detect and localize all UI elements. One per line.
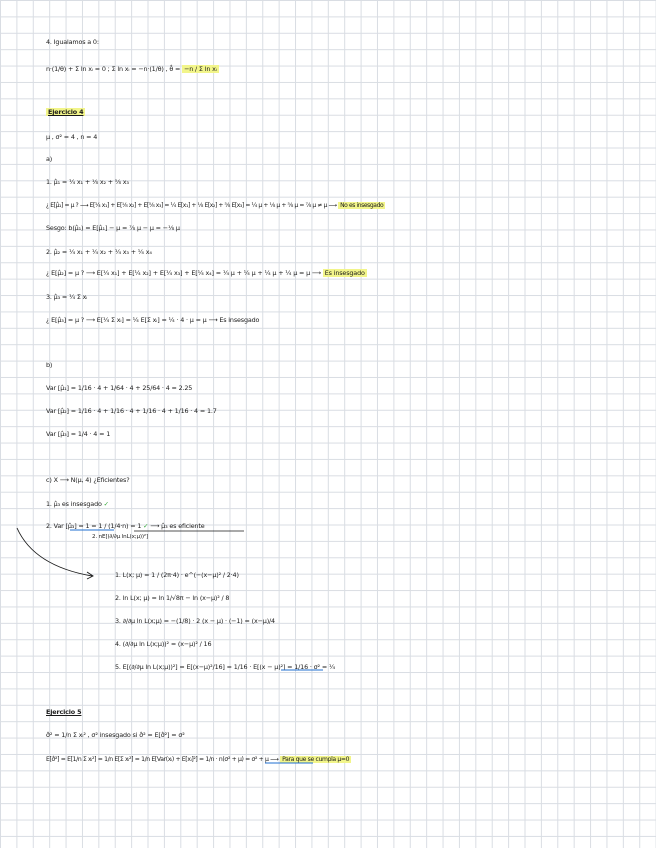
- likelihood-step-3: 3. ∂/∂μ ln L(x;μ) = −(1/8) · 2 (x − μ) · (−1) = (x−μ)/4: [115, 617, 275, 625]
- efficiency-step-2: 2. Var [μ̂₃] = 1 = 1 / (1/4·n) = 1 ✓ ⟶ μ̂₃ es eficiente: [46, 522, 205, 530]
- estimator-3-def: 3. μ̂₃ = ¼ Σ xᵢ: [46, 293, 88, 301]
- step-4-heading: 4. Igualamos a 0:: [46, 38, 99, 46]
- part-a-label: a): [46, 155, 53, 163]
- exercise-5-expectation: E[σ̂²] = E[1/n Σ xᵢ²] = 1/n E[Σ xᵢ²] = 1/n E[Var(xᵢ) + E[xᵢ]²] = 1/n · n(σ² + μ) = σ² + μ ⟶ Para que se cumpla μ=0: [46, 756, 350, 763]
- estimator-1-def: 1. μ̂₁ = ¼ x₁ + ⅛ x₂ + ⅝ x₃: [46, 178, 129, 186]
- exercise-5-title: Ejercicio 5: [46, 708, 82, 716]
- part-c-label: c) X ⟶ N(μ, 4) ¿Eficientes?: [46, 476, 130, 484]
- likelihood-step-5: 5. E[(∂/∂μ ln L(x;μ))²] = E[(x−μ)²/16] = 1/16 · E[(x − μ)²] = 1/16 · σ² = ¼: [115, 663, 335, 671]
- exercise-4-title: Ejercicio 4: [48, 108, 84, 116]
- estimator-1-bias: Sesgo: b(μ̂₁) = E[μ̂₁] − μ = ⅞ μ − μ = −⅛ μ: [46, 224, 180, 232]
- likelihood-step-1: 1. L(x; μ) = 1 / (2π·4) · e^(−(x−μ)² / 2·4): [115, 571, 239, 579]
- likelihood-step-4: 4. (∂/∂μ ln L(x;μ))² = (x−μ)² / 16: [115, 640, 212, 648]
- estimator-2-bias-check: ¿ E[μ̂₂] = μ ? ⟶ E[¼ x₁] + E[¼ x₂] + E[¼ x₃] + E[¼ x₄] = ¼ μ + ¼ μ + ¼ μ + ¼ μ = μ ⟶ Es insesgado: [46, 269, 365, 277]
- curved-arrow: [17, 528, 92, 576]
- check-icon: ✓: [143, 522, 149, 530]
- var-estimator-2: Var [μ̂₂] = 1/16 · 4 + 1/16 · 4 + 1/16 · 4 + 1/16 · 4 = 1.7: [46, 407, 217, 415]
- estimator-2-def: 2. μ̂₂ = ¼ x₁ + ¼ x₂ + ¼ x₃ + ¼ x₄: [46, 248, 152, 256]
- likelihood-step-2: 2. ln L(x; μ) = ln 1/√8π − ln (x−μ)² / 8: [115, 594, 230, 602]
- estimator-1-bias-check: ¿ E[μ̂₁] = μ ? ⟶ E[¼ x₁] + E[⅛ x₂] + E[⅝ x₃] = ¼ E[x₁] + ⅛ E[x₂] + ⅝ E[x₃] = ¼ μ + ⅛ μ + ⅝ μ = ⅞ μ ≠ μ ⟶ No es insesgado: [46, 202, 384, 209]
- estimator-3-bias-check: ¿ E[μ̂₃] = μ ? ⟶ E[¼ Σ xᵢ] = ¼ E[Σ xᵢ] = ¼ · 4 · μ = μ ⟶ Es insesgado: [46, 316, 260, 324]
- check-icon: ✓: [103, 500, 109, 508]
- exercise-4-params: μ , σ² = 4 , n = 4: [46, 133, 98, 141]
- var-estimator-1: Var [μ̂₁] = 1/16 · 4 + 1/64 · 4 + 25/64 · 4 = 2.25: [46, 384, 193, 392]
- theta-estimator-line: n·(1/θ) + Σ ln xᵢ = 0 ; Σ ln xᵢ = −n·(1/θ) , θ̂ = −n / Σ ln xᵢ: [46, 65, 217, 73]
- efficiency-step-1: 1. μ̂₃ es insesgado ✓: [46, 500, 109, 508]
- var-estimator-3: Var [μ̂₃] = 1/4 · 4 = 1: [46, 430, 111, 438]
- theta-hat-result: −n / Σ ln xᵢ: [184, 65, 217, 73]
- exercise-5-def: σ̂² = 1/n Σ xᵢ² , σ² insesgado si σ̂² = E[σ̂²] = σ²: [46, 731, 185, 739]
- cramer-rao-denominator: 2. nE[(∂/∂μ lnL(x;μ))²]: [92, 534, 149, 540]
- part-b-label: b): [46, 361, 53, 369]
